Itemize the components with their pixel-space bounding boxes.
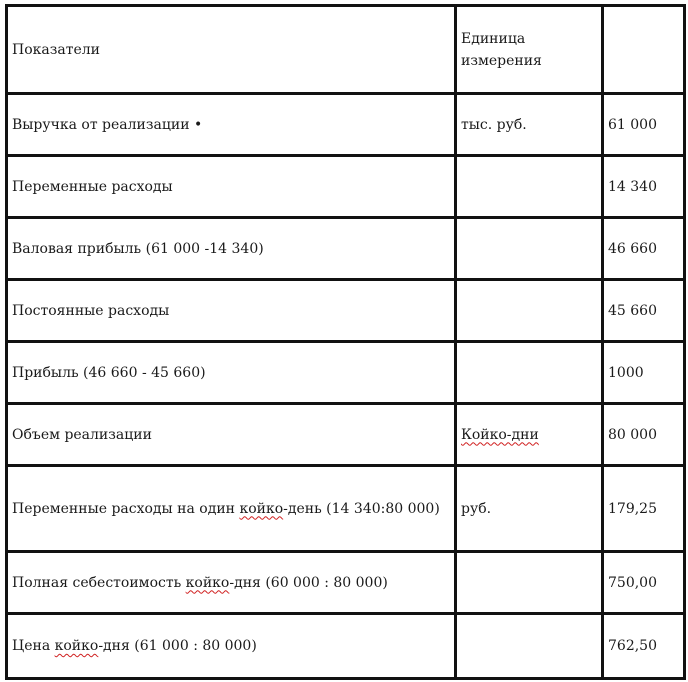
misspelled-word: койко bbox=[54, 638, 99, 654]
table-row bbox=[7, 342, 685, 404]
table-row bbox=[7, 552, 685, 614]
unit-label: Койко-дни bbox=[461, 426, 539, 443]
indicator-cell: Валовая прибыль (61 000 -14 340) bbox=[7, 218, 456, 280]
table-row bbox=[7, 614, 685, 679]
header-value-cell bbox=[603, 6, 685, 94]
table-row bbox=[7, 404, 685, 466]
value-cell: 750,00 bbox=[603, 552, 685, 614]
unit-cell: тыс. руб. bbox=[456, 94, 603, 156]
unit-cell bbox=[456, 280, 603, 342]
header-unit-cell bbox=[456, 6, 603, 94]
value-cell: 61 000 bbox=[603, 94, 685, 156]
indicator-cell: Прибыль (46 660 - 45 660) bbox=[7, 342, 456, 404]
value-cell: 179,25 bbox=[603, 466, 685, 552]
table-row bbox=[7, 280, 685, 342]
header-indicator-cell: Показатели bbox=[7, 6, 456, 94]
indicator-text: Полная себестоимость bbox=[12, 574, 186, 591]
unit-cell bbox=[456, 552, 603, 614]
value-cell: 1000 bbox=[603, 342, 685, 404]
table-row bbox=[7, 94, 685, 156]
indicator-text: -дня (61 000 : 80 000) bbox=[98, 638, 257, 654]
indicator-text: Переменные расходы на один bbox=[12, 500, 240, 517]
value-cell: 80 000 bbox=[603, 404, 685, 466]
indicator-cell: Выручка от реализации • bbox=[7, 94, 456, 156]
indicator-cell: Объем реализации bbox=[7, 404, 456, 466]
indicator-cell bbox=[7, 552, 456, 614]
indicator-cell: Переменные расходы bbox=[7, 156, 456, 218]
misspelled-word: койко bbox=[239, 500, 284, 517]
unit-cell bbox=[456, 404, 603, 466]
value-cell: 45 660 bbox=[603, 280, 685, 342]
unit-cell bbox=[456, 156, 603, 218]
indicator-cell: Постоянные расходы bbox=[7, 280, 456, 342]
indicator-text: -день (14 340:80 000) bbox=[283, 500, 440, 517]
table-row bbox=[7, 156, 685, 218]
unit-cell bbox=[456, 342, 603, 404]
financial-indicators-table bbox=[5, 4, 686, 680]
table-row bbox=[7, 466, 685, 552]
indicator-text: Цена bbox=[12, 638, 55, 654]
table-row bbox=[7, 218, 685, 280]
unit-cell bbox=[456, 218, 603, 280]
unit-cell bbox=[456, 614, 603, 679]
value-cell: 46 660 bbox=[603, 218, 685, 280]
indicator-cell bbox=[7, 614, 456, 679]
indicator-cell bbox=[7, 466, 456, 552]
misspelled-word: койко bbox=[185, 574, 230, 591]
financial-indicators-table-wrapper bbox=[5, 4, 683, 677]
unit-cell: руб. bbox=[456, 466, 603, 552]
header-unit-label: Единица измерения bbox=[461, 30, 542, 69]
indicator-text: -дня (60 000 : 80 000) bbox=[229, 574, 388, 591]
table-header-row bbox=[7, 6, 685, 94]
value-cell: 14 340 bbox=[603, 156, 685, 218]
value-cell: 762,50 bbox=[603, 614, 685, 679]
